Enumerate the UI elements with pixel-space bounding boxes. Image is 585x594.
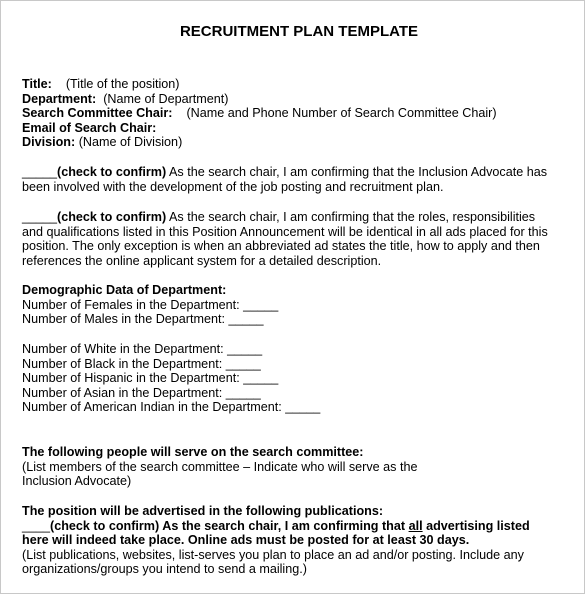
field-label: Division: xyxy=(22,135,76,150)
committee-heading: The following people will serve on the search committee: xyxy=(22,445,364,459)
confirm-inclusion-advocate: _____(check to confirm) As the search chair, I am confirming that the Inclusion Advocate has been involved with the development of the job posting and recruitment plan. xyxy=(22,165,548,194)
checkbox-blank[interactable]: _____ xyxy=(22,210,58,224)
confirm-label: (check to confirm) xyxy=(57,165,167,179)
field-value: (Name and Phone Number of Search Committee Chair) xyxy=(186,106,497,121)
field-label: Email of Search Chair: xyxy=(22,120,157,135)
emphasis-all: all xyxy=(408,518,423,533)
demographic-line: Number of White in the Department: _____ xyxy=(22,342,263,356)
demographic-heading: Demographic Data of Department: xyxy=(22,283,227,297)
checkbox-blank[interactable]: ____ xyxy=(22,518,51,533)
demographic-line: Number of Males in the Department: _____ xyxy=(22,312,264,327)
demographic-line: Number of Black in the Department: _____ xyxy=(22,356,261,371)
confirm-roles-responsibilities: _____(check to confirm) As the search chair, I am confirming that the roles, responsibilities and qualifications listed in this Position Announcement will be identical in all ads placed for this position. The only exception is when an abbreviated ad states the title, how to apply and then references the online applicant system for a detailed description. xyxy=(22,210,548,268)
confirm-label: (check to confirm) xyxy=(57,210,167,224)
demographic-race-section xyxy=(22,342,574,415)
field-label: Department: xyxy=(22,91,97,106)
demographic-line: Number of Females in the Department: _____ xyxy=(22,297,279,312)
publications-heading: The position will be advertised in the following publications: xyxy=(22,504,384,518)
field-division xyxy=(22,135,574,150)
committee-section: The following people will serve on the search committee: (List members of the search committee – Indicate who will serve as the Inclusion Advocate) xyxy=(22,445,418,489)
field-label: Search Committee Chair: xyxy=(22,106,173,121)
field-search-committee-chair xyxy=(22,106,574,121)
header-fields xyxy=(22,77,574,150)
demographic-line: Number of Asian in the Department: _____ xyxy=(22,385,261,400)
field-value: (Name of Division) xyxy=(78,135,183,150)
demographic-section xyxy=(22,283,574,327)
demographic-line: Number of American Indian in the Department: _____ xyxy=(22,400,321,415)
field-email-of-search-chair xyxy=(22,121,574,136)
checkbox-blank[interactable]: _____ xyxy=(22,165,58,179)
demographic-line: Number of Hispanic in the Department: _____ xyxy=(22,371,279,386)
field-title xyxy=(22,77,574,92)
field-value: (Name of Department) xyxy=(103,91,229,106)
field-label: Title: xyxy=(22,77,52,91)
field-department xyxy=(22,92,574,107)
publications-section: The position will be advertised in the following publications: ____(check to confirm) As the search chair, I am confirming that all advertising listed here will indeed take place. Online ads must be posted for at least 30 days. (List publications, websites, list-serves you plan to place an ad and/or posting. Include any organizations/groups you intend to send a mailing.) xyxy=(22,504,530,577)
field-value: (Title of the position) xyxy=(65,77,180,91)
document-title: RECRUITMENT PLAN TEMPLATE xyxy=(179,23,419,40)
